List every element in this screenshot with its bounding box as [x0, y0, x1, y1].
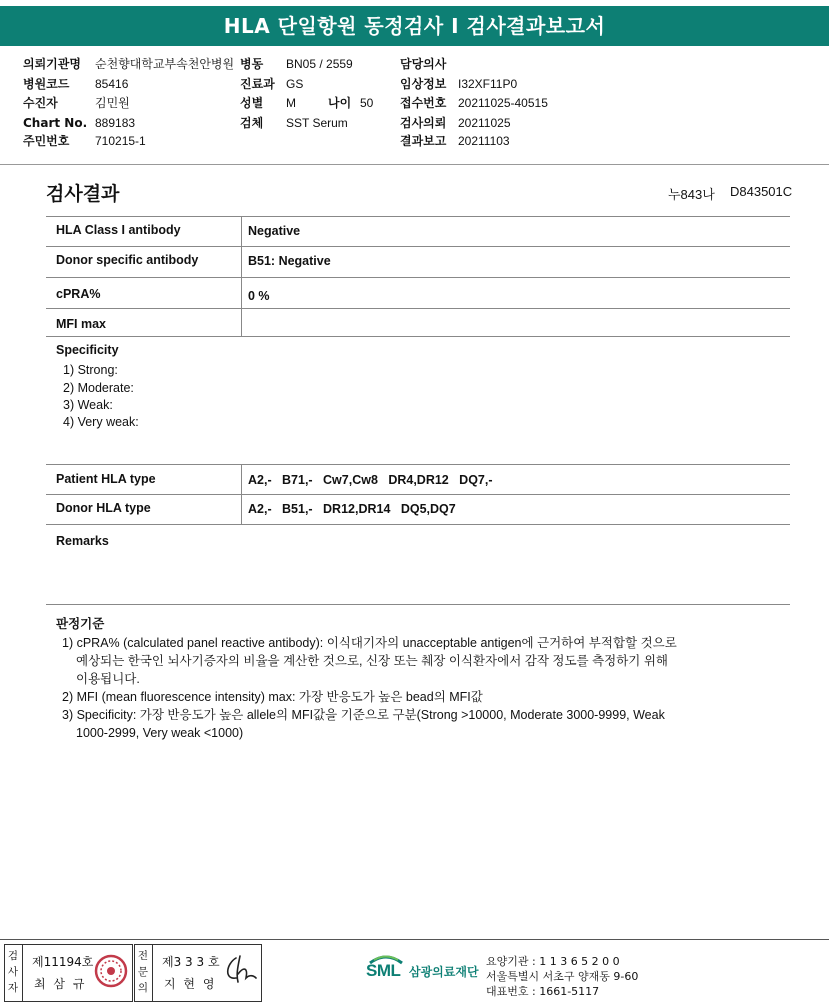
footer-divider — [0, 939, 829, 940]
specificity-weak: 3) Weak: — [63, 398, 113, 412]
age-label: 나이 — [328, 96, 352, 110]
sex-row — [240, 95, 373, 111]
report-date-label: 결과보고 — [400, 134, 447, 148]
seal-stamp-icon — [93, 953, 129, 989]
dsa-value: B51: Negative — [248, 254, 331, 268]
hospital-code-value: 85416 — [95, 77, 129, 91]
receipt-row — [400, 95, 548, 111]
sex-label: 성별 — [240, 96, 264, 110]
institution-row — [23, 56, 234, 72]
doctor-row — [400, 56, 458, 72]
department-value: GS — [286, 77, 304, 91]
table-line — [46, 277, 790, 278]
table-line — [46, 524, 790, 525]
report-title: HLA 단일항원 동정검사 I 검사결과보고서 — [0, 6, 829, 46]
reviewer-license-no: 제3 3 3 호 — [162, 955, 220, 969]
criteria-line: 1) cPRA% (calculated panel reactive antibody): 이식대기자의 unacceptable antigen에 근거하여 부적합할 것으로 — [62, 636, 677, 650]
specificity-very-weak: 4) Very weak: — [63, 415, 139, 429]
report-date-value: 20211103 — [458, 134, 510, 148]
donor-hla-value: A2,- B51,- DR12,DR14 DQ5,DQ7 — [248, 502, 456, 516]
header-divider — [0, 164, 829, 165]
code-primary: 누843나 — [668, 187, 715, 202]
table-column-divider — [241, 216, 242, 336]
department-row — [240, 76, 303, 92]
signature-icon — [222, 952, 258, 986]
criteria-line: 이용됩니다. — [76, 672, 140, 686]
mfi-max-label: MFI max — [56, 317, 107, 331]
hospital-code-row — [23, 76, 128, 92]
tester-name: 최 삼 규 — [34, 977, 87, 991]
org-address: 서울특별시 서초구 양재동 9-60 — [486, 970, 639, 983]
clinical-info-value: I32XF11P0 — [458, 77, 518, 91]
specimen-label: 검체 — [240, 116, 264, 130]
sml-logo-icon — [366, 949, 406, 993]
patient-hla-value: A2,- B71,- Cw7,Cw8 DR4,DR12 DQ7,- — [248, 473, 493, 487]
criteria-line: 2) MFI (mean fluorescence intensity) max: 가장 반응도가 높은 bead의 MFI값 — [62, 690, 483, 704]
id-row — [23, 133, 146, 149]
table-line — [46, 604, 790, 605]
table-line — [46, 336, 790, 337]
receipt-label: 접수번호 — [400, 96, 447, 110]
specificity-moderate: 2) Moderate: — [63, 381, 134, 395]
tester-vertical-label: 검 사 자 — [7, 950, 19, 994]
ward-label: 병동 — [240, 57, 264, 71]
institution-label: 의뢰기관명 — [23, 57, 81, 71]
sex-value: M — [286, 96, 296, 110]
corp-name: 삼광의료재단 — [409, 965, 479, 979]
tester-box-divider — [22, 944, 23, 1002]
table-line — [46, 216, 790, 217]
ward-row — [240, 56, 353, 72]
criteria-title: 판정기준 — [56, 616, 105, 631]
table-line — [46, 464, 790, 465]
institution-value: 순천향대학교부속천안병원 — [95, 57, 235, 71]
report-date-row — [400, 133, 510, 149]
receipt-value: 20211025-40515 — [458, 96, 548, 110]
reviewer-box-divider — [152, 944, 153, 1002]
tester-license-no: 제11194호 — [32, 955, 94, 969]
code-secondary: D843501C — [730, 184, 793, 199]
age-value: 50 — [360, 96, 374, 110]
specificity-strong: 1) Strong: — [63, 363, 118, 377]
reviewer-vertical-label: 전 문 의 — [137, 950, 149, 994]
sml-logo-text: SML — [366, 961, 401, 980]
patient-label: 수진자 — [23, 96, 58, 110]
specimen-row — [240, 115, 348, 131]
dsa-label: Donor specific antibody — [56, 253, 199, 267]
clinical-info-label: 임상정보 — [400, 77, 447, 91]
criteria-line: 1000-2999, Very weak <1000) — [76, 726, 244, 740]
hla-class1-label: HLA Class I antibody — [56, 223, 181, 237]
specificity-label: Specificity — [56, 343, 119, 357]
table-column-divider — [241, 464, 242, 524]
doctor-label: 담당의사 — [400, 57, 447, 71]
criteria-line: 예상되는 한국인 뇌사기증자의 비율을 계산한 것으로, 신장 또는 췌장 이식환자에서 감작 정도를 측정하기 위해 — [76, 654, 668, 668]
id-label: 주민번호 — [23, 134, 70, 148]
reviewer-name: 지 현 영 — [164, 977, 217, 991]
chart-label: Chart No. — [23, 116, 88, 130]
department-label: 진료과 — [240, 77, 275, 91]
org-phone: 대표번호 : 1661-5117 — [486, 985, 600, 998]
results-section-title: 검사결과 — [46, 183, 120, 205]
cpra-label: cPRA% — [56, 287, 101, 301]
table-line — [46, 246, 790, 247]
criteria-line: 3) Specificity: 가장 반응도가 높은 allele의 MFI값을 기준으로 구분(Strong >10000, Moderate 3000-9999, Weak — [62, 708, 665, 722]
patient-row — [23, 95, 130, 111]
cpra-value: 0 % — [248, 289, 270, 303]
donor-hla-label: Donor HLA type — [56, 501, 151, 515]
id-value: 710215-1 — [95, 134, 146, 148]
hospital-code-label: 병원코드 — [23, 77, 70, 91]
remarks-label: Remarks — [56, 534, 109, 548]
specimen-value: SST Serum — [286, 116, 348, 130]
request-date-label: 검사의뢰 — [400, 116, 447, 130]
ward-value: BN05 / 2559 — [286, 57, 353, 71]
patient-hla-label: Patient HLA type — [56, 472, 156, 486]
table-line — [46, 494, 790, 495]
request-date-row — [400, 115, 511, 131]
org-code: 요양기관 : 1 1 3 6 5 2 0 0 — [486, 955, 620, 968]
patient-value: 김민원 — [95, 96, 130, 110]
chart-row — [23, 115, 135, 131]
hla-class1-value: Negative — [248, 224, 301, 238]
table-line — [46, 308, 790, 309]
chart-value: 889183 — [95, 116, 136, 130]
clinical-info-row — [400, 76, 517, 92]
request-date-value: 20211025 — [458, 116, 511, 130]
